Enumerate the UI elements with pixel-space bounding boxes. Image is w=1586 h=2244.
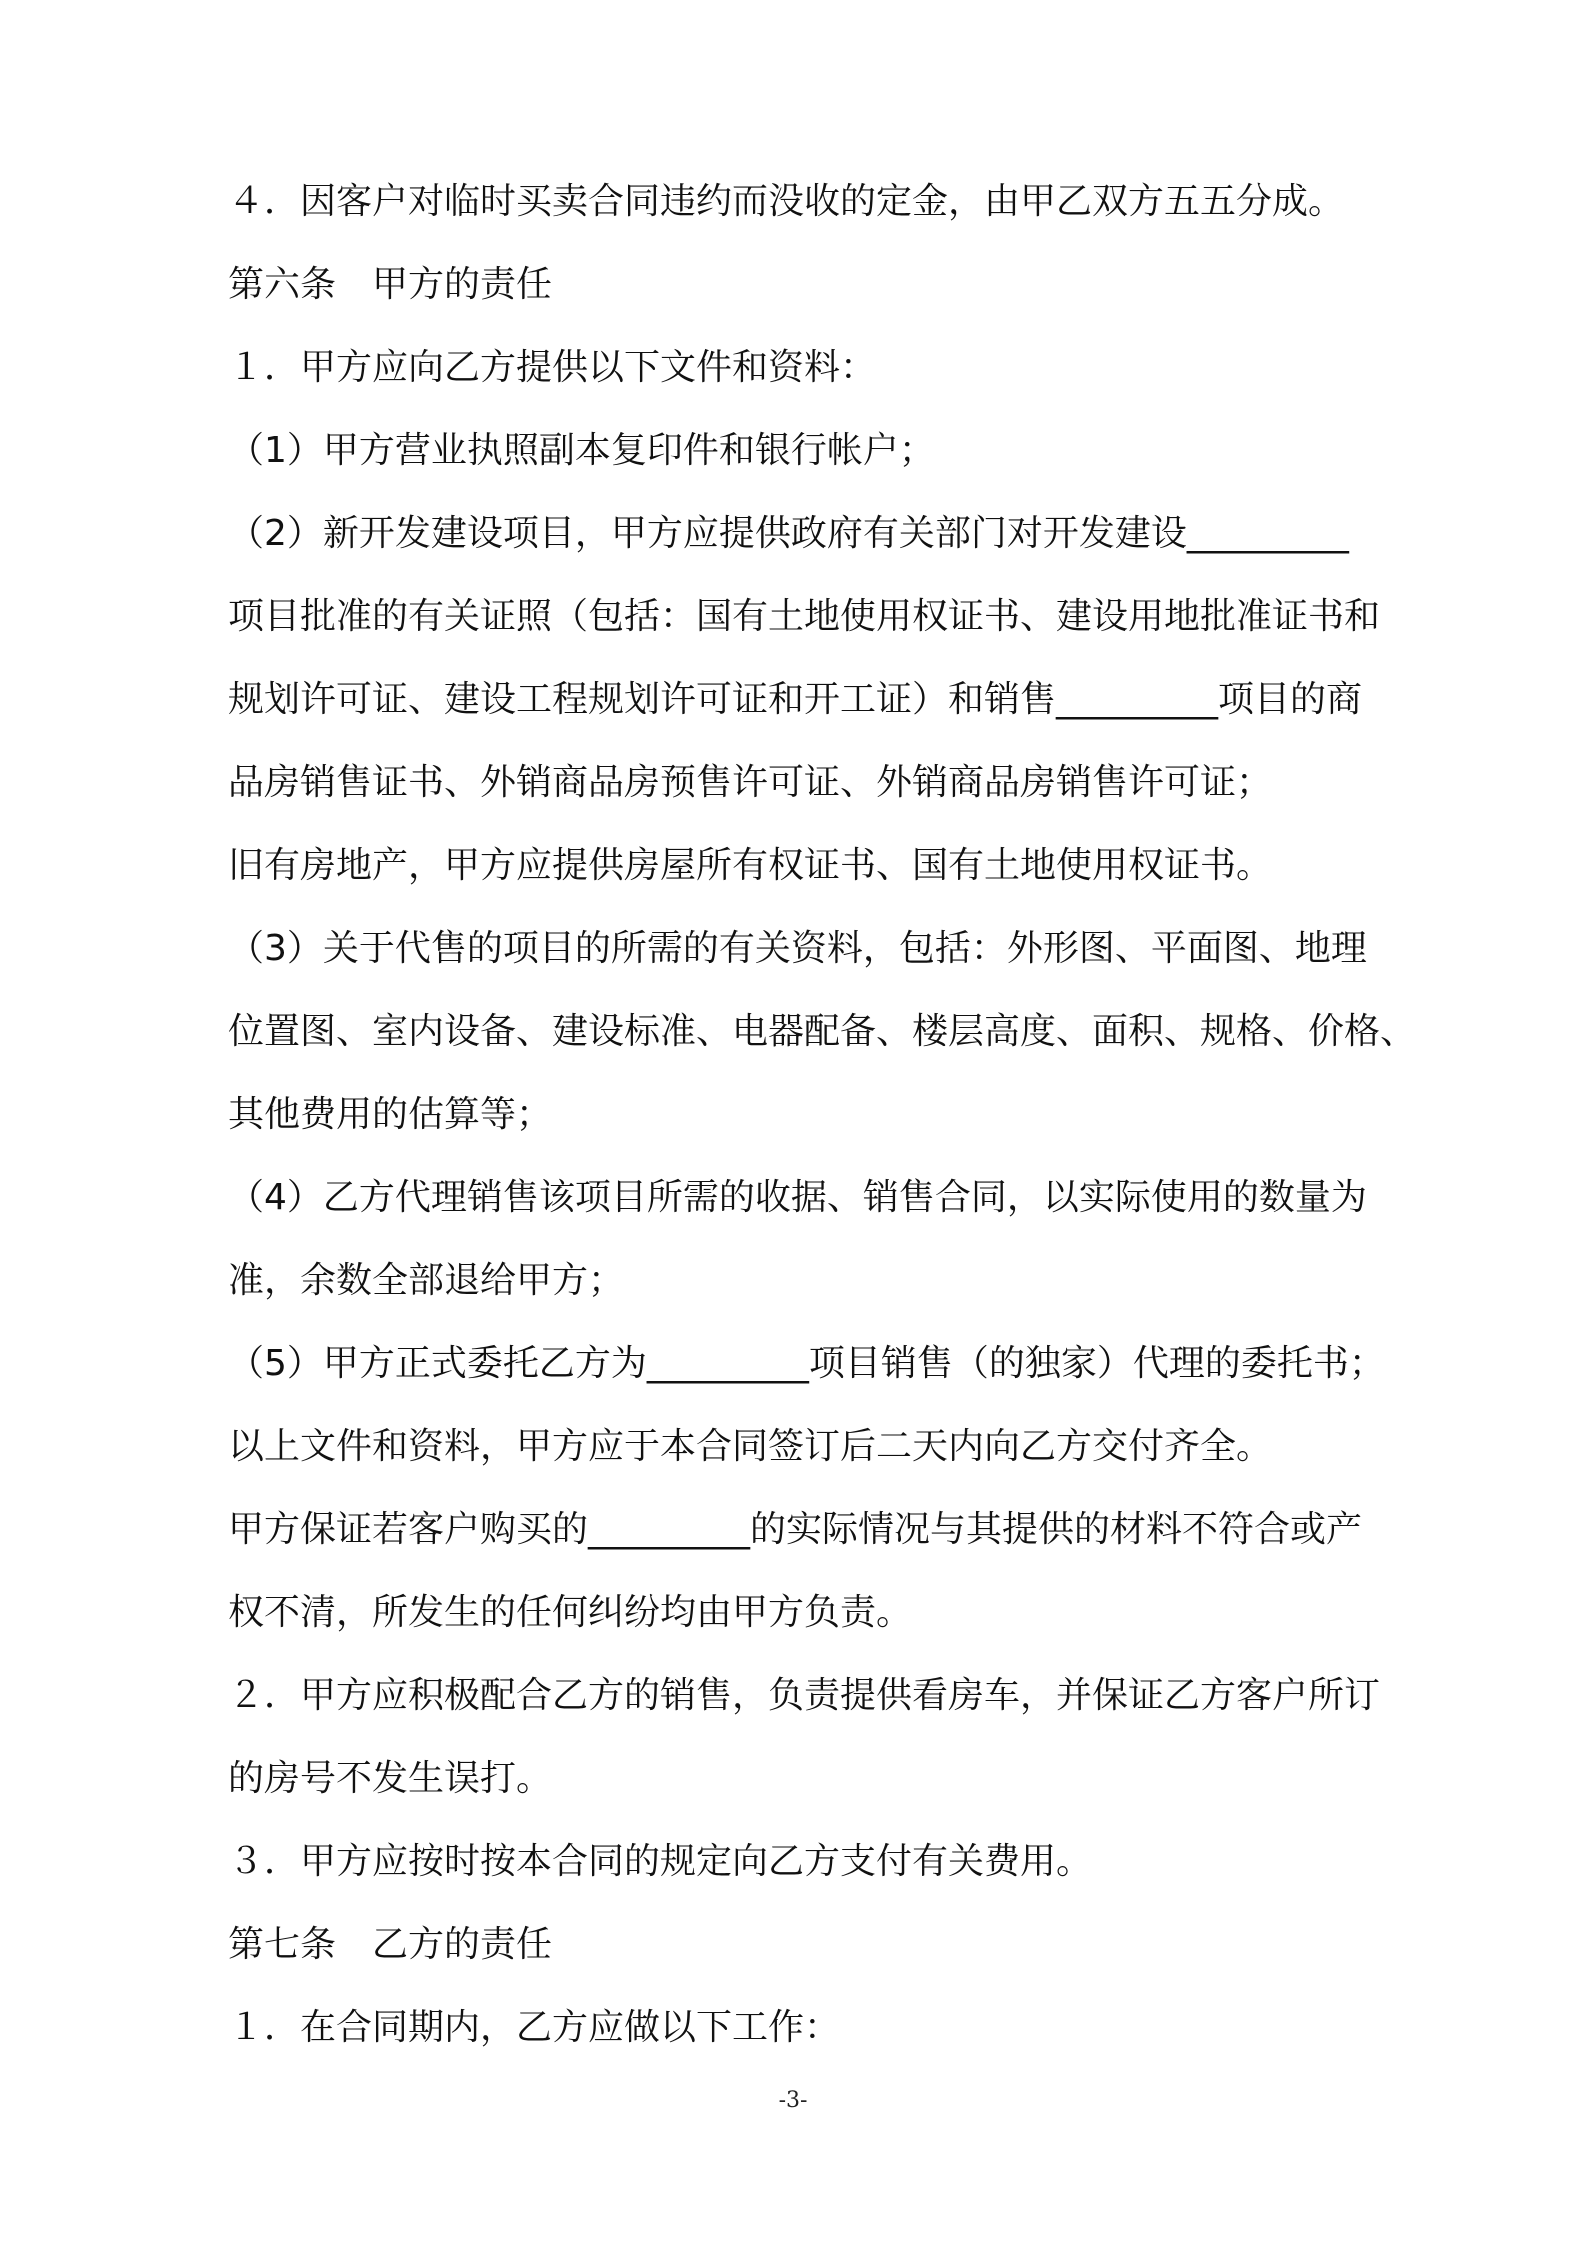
paragraph-line: ４．因客户对临时买卖合同违约而没收的定金，由甲乙双方五五分成。 (228, 181, 1345, 222)
paragraph-line: 位置图、室内设备、建设标准、电器配备、楼层高度、面积、规格、价格、 (228, 1011, 1417, 1052)
paragraph-line: １．甲方应向乙方提供以下文件和资料： (228, 347, 877, 388)
paragraph-line: （4）乙方代理销售该项目所需的收据、销售合同，以实际使用的数量为 (228, 1177, 1367, 1218)
paragraph-line: 的房号不发生误打。 (228, 1758, 553, 1799)
paragraph-line: （3）关于代售的项目的所需的有关资料，包括：外形图、平面图、地理 (228, 928, 1367, 969)
paragraph-line: １．在合同期内，乙方应做以下工作： (228, 2007, 841, 2048)
paragraph-line: 以上文件和资料，甲方应于本合同签订后二天内向乙方交付齐全。 (228, 1426, 1273, 1467)
paragraph-line: ３．甲方应按时按本合同的规定向乙方支付有关费用。 (228, 1841, 1093, 1882)
paragraph-line: （5）甲方正式委托乙方为_________项目销售（的独家）代理的委托书； (228, 1343, 1385, 1384)
paragraph-line: 规划许可证、建设工程规划许可证和开工证）和销售_________项目的商 (228, 679, 1363, 720)
paragraph-line: （2）新开发建设项目，甲方应提供政府有关部门对开发建设_________ (228, 513, 1349, 554)
paragraph-line: 品房销售证书、外销商品房预售许可证、外销商品房销售许可证； (228, 762, 1273, 803)
paragraph-line: 准，余数全部退给甲方； (228, 1260, 625, 1301)
section-heading: 第七条 乙方的责任 (228, 1924, 553, 1965)
paragraph-line: 甲方保证若客户购买的_________的实际情况与其提供的材料不符合或产 (228, 1509, 1363, 1550)
page-number: -3- (778, 2088, 808, 2113)
document-body (228, 160, 1448, 2069)
paragraph-line: 权不清，所发生的任何纠纷均由甲方负责。 (228, 1592, 913, 1633)
paragraph-line: （1）甲方营业执照副本复印件和银行帐户； (228, 430, 935, 471)
paragraph-line: 项目批准的有关证照（包括：国有土地使用权证书、建设用地批准证书和 (228, 596, 1381, 637)
section-heading: 第六条 甲方的责任 (228, 264, 553, 305)
paragraph-line: 其他费用的估算等； (228, 1094, 553, 1135)
paragraph-line: ２．甲方应积极配合乙方的销售，负责提供看房车，并保证乙方客户所订 (228, 1675, 1381, 1716)
paragraph-line: 旧有房地产，甲方应提供房屋所有权证书、国有土地使用权证书。 (228, 845, 1273, 886)
